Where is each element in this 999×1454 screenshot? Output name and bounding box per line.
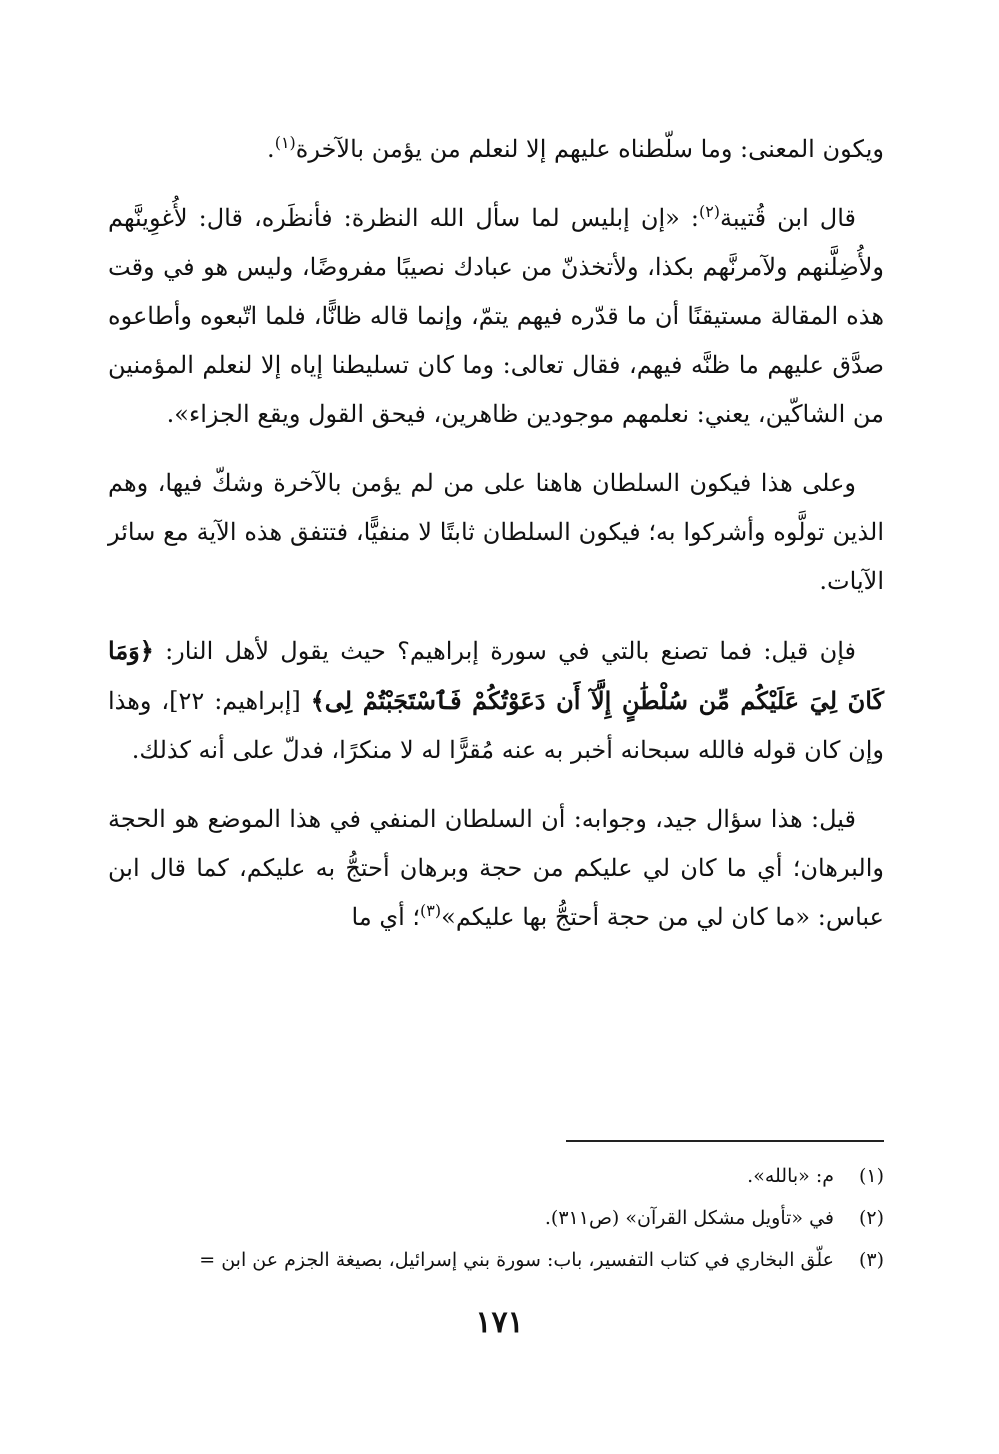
quran-verse: ﴿وَمَا كَانَ لِيَ عَلَيْكُم مِّن سُلْطَٰنٍ إِلَّآ أَن دَعَوْتُكُمْ فَٱسْتَجَبْتُمْ لِى﴾ — [108, 636, 884, 715]
footnote-ref-3[interactable]: (٣) — [420, 901, 442, 920]
body-text — [108, 125, 884, 962]
paragraph-3-text: وعلى هذا فيكون السلطان هاهنا على من لم يؤمن بالآخرة وشكّ فيها، وهم الذين تولَّوه وأشركوا به؛ فيكون السلطان ثابتًا لا منفيًّا، فتتفق هذه الآية مع سائر الآيات. — [108, 469, 884, 595]
footnote-text: في «تأويل مشكل القرآن» (ص٣١١). — [544, 1207, 834, 1229]
paragraph-5-start: قيل: هذا سؤال جيد، وجوابه: أن السلطان المنفي في هذا الموضع هو الحجة والبرهان؛ أي ما كان لي عليكم من حجة وبرهان أحتجُّ به عليكم، كما قال ابن عباس: «ما كان لي من حجة أحتجُّ بها عليكم» — [108, 805, 884, 931]
paragraph-4-start: فإن قيل: فما تصنع بالتي في سورة إبراهيم؟ حيث يقول لأهل النار: — [165, 637, 856, 665]
paragraph-3 — [108, 459, 884, 606]
footnote-item — [108, 1197, 884, 1239]
verse-citation: [إبراهيم: ٢٢] — [169, 687, 301, 715]
footnote-number: (٣) — [858, 1249, 884, 1271]
paragraph-4 — [108, 626, 884, 775]
footnote-number: (١) — [858, 1165, 884, 1187]
paragraph-2 — [108, 194, 884, 439]
paragraph-5 — [108, 795, 884, 942]
paragraph-4-end: ، وهذا وإن كان قوله فالله سبحانه أخبر به عنه مُقرًّا له لا منكرًا، فدلّ على أنه كذلك. — [108, 687, 884, 764]
footnote-item — [108, 1239, 884, 1281]
paragraph-1-text: ويكون المعنى: وما سلّطناه عليهم إلا لنعلم من يؤمن بالآخرة — [295, 135, 884, 163]
footnote-text: م: «بالله». — [747, 1165, 834, 1187]
paragraph-2-text: : «إن إبليس لما سأل الله النظرة: فأنظَره، قال: لأُغوِينَّهم ولأُضِلَّنهم ولآمرنَّهم بكذا، ولأتخذنّ من عبادك نصيبًا مفروضًا، وليس هو في وقت هذه المقالة مستيقنًا أن ما قدّره فيهم يتمّ، وإنما قاله ظانًّا، فلما اتّبعوه وأطاعوه صدَّق عليهم ما ظنَّه فيهم، فقال تعالى: وما كان تسليطنا إياه إلا لنعلم المؤمنين من الشاكّين، يعني: نعلمهم موجودين ظاهرين، فيحق القول ويقع الجزاء». — [108, 204, 885, 428]
footnote-separator — [566, 1140, 884, 1142]
paragraph-1 — [108, 125, 884, 174]
footnote-ref-2[interactable]: (٢) — [698, 202, 721, 221]
footnotes — [108, 1155, 884, 1281]
page-number: ١٧١ — [475, 1305, 524, 1340]
footnote-text: علّق البخاري في كتاب التفسير، باب: سورة بني إسرائيل، بصيغة الجزم عن ابن = — [199, 1249, 834, 1271]
footnote-number: (٢) — [858, 1207, 884, 1229]
paragraph-5-end: ؛ أي ما — [351, 903, 421, 931]
footnote-item — [108, 1155, 884, 1197]
paragraph-2-start: قال ابن قُتيبة — [720, 204, 856, 232]
footnote-ref-1[interactable]: (١) — [274, 133, 296, 152]
paragraph-1-end: . — [267, 135, 275, 163]
